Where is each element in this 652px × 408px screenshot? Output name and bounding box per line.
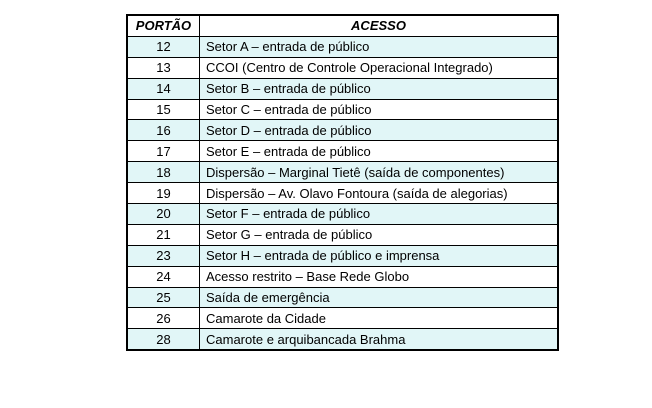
table-row <box>128 162 558 183</box>
gate-number: 26 <box>128 308 200 329</box>
access-description: CCOI (Centro de Controle Operacional Integrado) <box>200 57 558 78</box>
gate-number: 12 <box>128 36 200 57</box>
gate-number: 17 <box>128 141 200 162</box>
gates-access-table <box>127 15 558 350</box>
access-description: Setor A – entrada de público <box>200 36 558 57</box>
gate-number: 28 <box>128 329 200 350</box>
gate-number: 21 <box>128 224 200 245</box>
gate-number: 19 <box>128 183 200 204</box>
gate-number: 20 <box>128 204 200 225</box>
access-description: Setor B – entrada de público <box>200 78 558 99</box>
access-description: Setor G – entrada de público <box>200 224 558 245</box>
table-row <box>128 308 558 329</box>
table-row <box>128 36 558 57</box>
access-description: Setor C – entrada de público <box>200 99 558 120</box>
table-row <box>128 141 558 162</box>
access-description: Setor D – entrada de público <box>200 120 558 141</box>
table-row <box>128 266 558 287</box>
gates-table-container <box>127 15 557 350</box>
gate-number: 15 <box>128 99 200 120</box>
table-row <box>128 99 558 120</box>
gate-number: 24 <box>128 266 200 287</box>
table-row <box>128 78 558 99</box>
access-description: Camarote da Cidade <box>200 308 558 329</box>
table-row <box>128 329 558 350</box>
access-description: Setor E – entrada de público <box>200 141 558 162</box>
access-description: Camarote e arquibancada Brahma <box>200 329 558 350</box>
table-row <box>128 245 558 266</box>
table-header-row <box>128 16 558 37</box>
access-description: Setor F – entrada de público <box>200 204 558 225</box>
header-access: ACESSO <box>200 16 558 37</box>
table-row <box>128 120 558 141</box>
table-row <box>128 204 558 225</box>
table-row <box>128 224 558 245</box>
header-gate: PORTÃO <box>128 16 200 37</box>
gate-number: 23 <box>128 245 200 266</box>
gate-number: 25 <box>128 287 200 308</box>
table-row <box>128 183 558 204</box>
gate-number: 14 <box>128 78 200 99</box>
table-row <box>128 57 558 78</box>
table-row <box>128 287 558 308</box>
gate-number: 18 <box>128 162 200 183</box>
access-description: Dispersão – Marginal Tietê (saída de componentes) <box>200 162 558 183</box>
access-description: Acesso restrito – Base Rede Globo <box>200 266 558 287</box>
access-description: Dispersão – Av. Olavo Fontoura (saída de alegorias) <box>200 183 558 204</box>
access-description: Setor H – entrada de público e imprensa <box>200 245 558 266</box>
gate-number: 16 <box>128 120 200 141</box>
access-description: Saída de emergência <box>200 287 558 308</box>
gate-number: 13 <box>128 57 200 78</box>
